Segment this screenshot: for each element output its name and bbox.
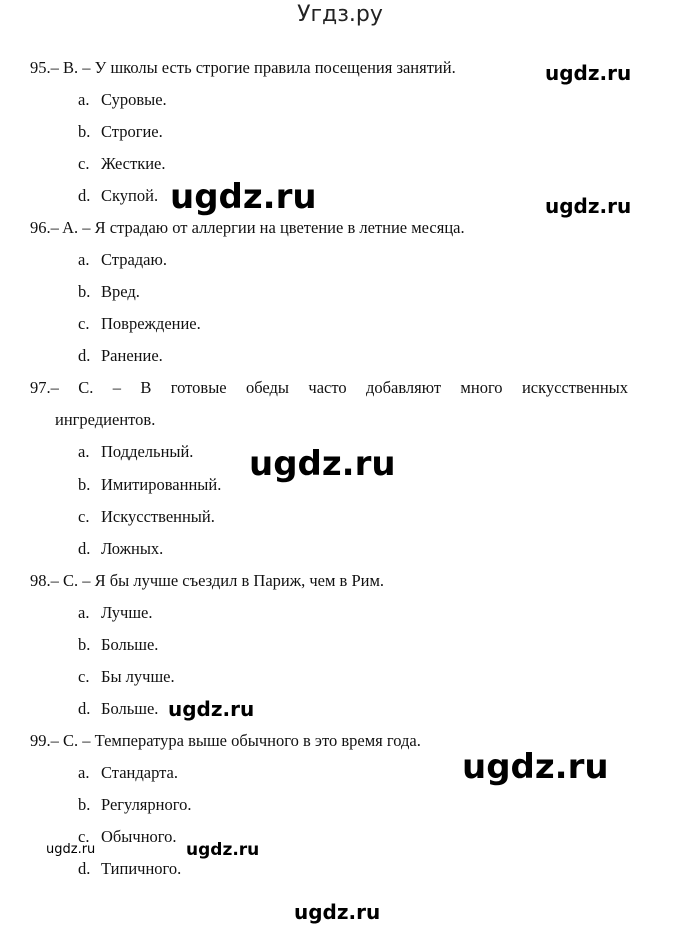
option-letter: c. (78, 507, 90, 526)
watermark: ugdz.ru (545, 61, 632, 85)
option-text: Поддельный. (101, 442, 194, 461)
option-99-a (78, 763, 178, 783)
option-letter: b. (78, 282, 91, 301)
option-letter: c. (78, 667, 90, 686)
option-96-a (78, 250, 167, 270)
option-99-b (78, 795, 191, 815)
option-text: Скупой. (101, 186, 159, 205)
option-text: Повреждение. (101, 314, 201, 333)
option-98-d (78, 699, 158, 719)
option-letter: c. (78, 314, 90, 333)
option-text: Больше. (101, 635, 159, 654)
option-letter: d. (78, 346, 91, 365)
option-letter: a. (78, 763, 90, 782)
option-96-b (78, 282, 140, 302)
option-97-d (78, 539, 163, 559)
option-text: Стандарта. (101, 763, 178, 782)
option-letter: b. (78, 475, 91, 494)
option-letter: b. (78, 795, 91, 814)
option-98-c (78, 667, 175, 687)
watermark: ugdz.ru (294, 900, 381, 924)
watermark: ugdz.ru (462, 747, 609, 787)
option-letter: c. (78, 154, 90, 173)
option-text: Регулярного. (101, 795, 192, 814)
option-text: Больше. (101, 699, 159, 718)
question-95: 95.– B. – У школы есть строгие правила посещения занятий. (30, 58, 456, 77)
option-text: Суровые. (101, 90, 167, 109)
question-98: 98.– C. – Я бы лучше съездил в Париж, чем в Рим. (30, 571, 385, 590)
option-text: Жесткие. (101, 154, 166, 173)
option-96-c (78, 314, 201, 334)
question-97-continuation: ингредиентов. (55, 410, 156, 429)
option-97-b (78, 475, 221, 495)
option-letter: c. (78, 827, 90, 846)
option-letter: a. (78, 603, 90, 622)
question-97: 97.– C. – В готовые обеды часто добавляют много искусственных (30, 378, 628, 397)
option-99-d (78, 859, 181, 879)
option-95-d (78, 186, 158, 206)
question-96: 96.– A. – Я страдаю от аллергии на цветение в летние месяца. (30, 218, 465, 237)
option-text: Строгие. (101, 122, 163, 141)
option-95-a (78, 90, 167, 110)
option-letter: d. (78, 699, 91, 718)
option-letter: b. (78, 122, 91, 141)
option-text: Обычного. (101, 827, 177, 846)
option-text: Вред. (101, 282, 140, 301)
option-97-a (78, 442, 193, 462)
option-letter: a. (78, 90, 90, 109)
option-98-a (78, 603, 152, 623)
watermark: ugdz.ru (46, 842, 96, 857)
page-title: Угдз.ру (297, 2, 383, 27)
option-letter: b. (78, 635, 91, 654)
option-text: Бы лучше. (101, 667, 175, 686)
option-text: Страдаю. (101, 250, 167, 269)
question-99: 99.– C. – Температура выше обычного в это время года. (30, 731, 421, 750)
watermark: ugdz.ru (170, 177, 317, 217)
watermark: ugdz.ru (249, 444, 396, 484)
option-text: Ранение. (101, 346, 163, 365)
watermark: ugdz.ru (186, 840, 260, 860)
option-95-c (78, 154, 166, 174)
option-letter: a. (78, 250, 90, 269)
option-95-b (78, 122, 163, 142)
option-96-d (78, 346, 163, 366)
option-letter: a. (78, 442, 90, 461)
option-letter: d. (78, 859, 91, 878)
option-97-c (78, 507, 215, 527)
option-text: Имитированный. (101, 475, 222, 494)
watermark: ugdz.ru (168, 697, 255, 721)
watermark: ugdz.ru (545, 194, 632, 218)
option-text: Лучше. (101, 603, 153, 622)
option-letter: d. (78, 539, 91, 558)
option-letter: d. (78, 186, 91, 205)
option-text: Ложных. (101, 539, 164, 558)
option-text: Искусственный. (101, 507, 215, 526)
option-98-b (78, 635, 158, 655)
option-text: Типичного. (101, 859, 182, 878)
